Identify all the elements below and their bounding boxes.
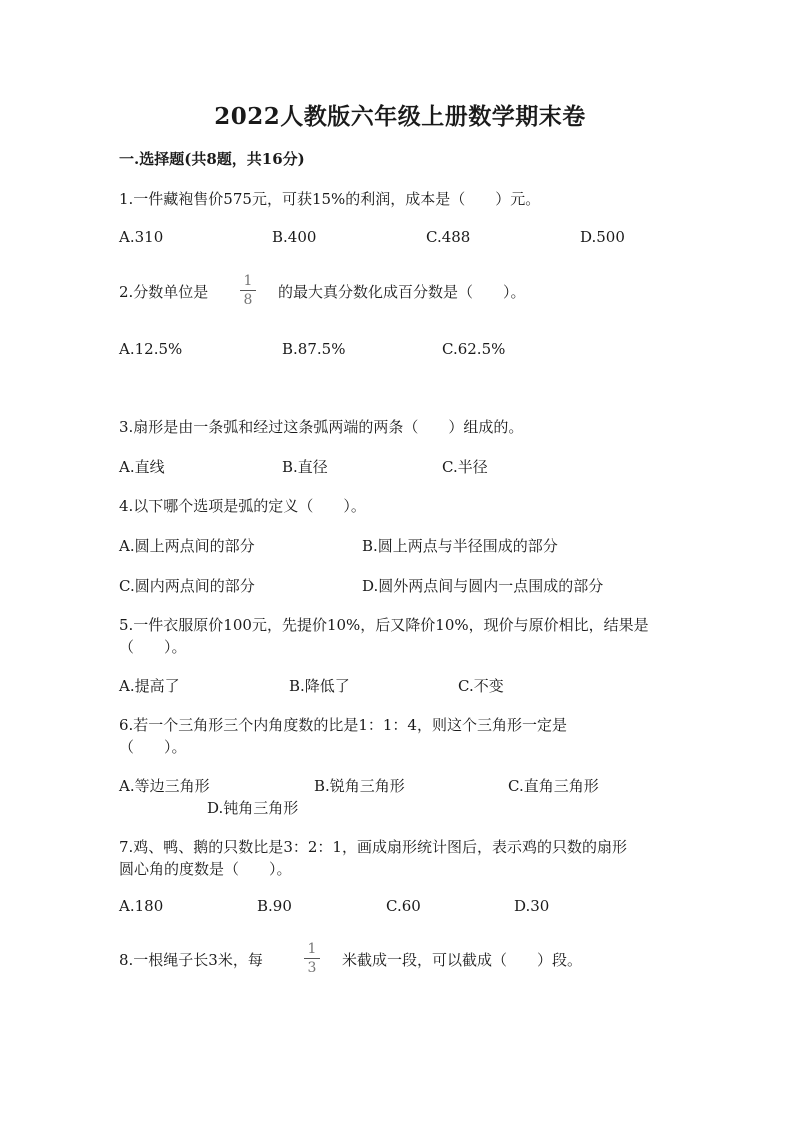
q5-option-a[interactable]: A.提高了 (119, 677, 180, 695)
question-8-prefix: 8.一根绳子长3米，每 (119, 951, 263, 969)
q7-option-d[interactable]: D.30 (514, 897, 550, 915)
question-4: 4.以下哪个选项是弧的定义（ ）。 (119, 497, 366, 515)
question-6-line-2: （ ）。 (119, 738, 187, 756)
fraction-bar (304, 958, 320, 959)
q2-option-b[interactable]: B.87.5% (282, 340, 346, 358)
q1-option-d[interactable]: D.500 (580, 228, 625, 246)
fraction-one-third (304, 941, 320, 976)
q1-option-b[interactable]: B.400 (272, 228, 317, 246)
fraction-denominator: 8 (243, 292, 253, 308)
q6-option-c[interactable]: C.直角三角形 (508, 777, 599, 795)
q2-option-c[interactable]: C.62.5% (442, 340, 506, 358)
q3-option-c[interactable]: C.半径 (442, 458, 488, 476)
fraction-numerator: 1 (243, 273, 253, 289)
q4-option-d[interactable]: D.圆外两点间与圆内一点围成的部分 (362, 577, 604, 595)
question-2-prefix: 2.分数单位是 (119, 283, 209, 301)
q7-option-a[interactable]: A.180 (119, 897, 164, 915)
q5-option-b[interactable]: B.降低了 (289, 677, 350, 695)
q4-option-a[interactable]: A.圆上两点间的部分 (119, 537, 255, 555)
question-7-line-1: 7.鸡、鸭、鹅的只数比是3：2：1，画成扇形统计图后，表示鸡的只数的扇形 (119, 838, 627, 856)
question-3: 3.扇形是由一条弧和经过这条弧两端的两条（ ）组成的。 (119, 418, 524, 436)
q6-option-b[interactable]: B.锐角三角形 (314, 777, 405, 795)
q7-option-c[interactable]: C.60 (386, 897, 421, 915)
q2-option-a[interactable]: A.12.5% (119, 340, 183, 358)
q4-option-b[interactable]: B.圆上两点与半径围成的部分 (362, 537, 558, 555)
q6-option-d[interactable]: D.钝角三角形 (207, 799, 299, 817)
q7-option-b[interactable]: B.90 (257, 897, 292, 915)
q5-option-c[interactable]: C.不变 (458, 677, 504, 695)
q6-option-a[interactable]: A.等边三角形 (119, 777, 210, 795)
question-6-line-1: 6.若一个三角形三个内角度数的比是1：1：4，则这个三角形一定是 (119, 716, 567, 734)
q3-option-a[interactable]: A.直线 (119, 458, 165, 476)
question-5-line-1: 5.一件衣服原价100元，先提价10%，后又降价10%，现价与原价相比，结果是 (119, 616, 649, 634)
section-heading: 一.选择题(共8题，共16分) (119, 150, 305, 168)
fraction-denominator: 3 (307, 960, 317, 976)
question-1: 1.一件藏袍售价575元，可获15%的利润，成本是（ ）元。 (119, 190, 541, 208)
q1-option-c[interactable]: C.488 (426, 228, 471, 246)
question-2-suffix: 的最大真分数化成百分数是（ ）。 (278, 283, 526, 301)
fraction-bar (240, 290, 256, 291)
q3-option-b[interactable]: B.直径 (282, 458, 328, 476)
question-7-line-2: 圆心角的度数是（ ）。 (119, 860, 292, 878)
question-5-line-2: （ ）。 (119, 638, 187, 656)
q4-option-c[interactable]: C.圆内两点间的部分 (119, 577, 255, 595)
q1-option-a[interactable]: A.310 (119, 228, 164, 246)
fraction-numerator: 1 (307, 941, 317, 957)
question-8-suffix: 米截成一段，可以截成（ ）段。 (342, 951, 583, 969)
fraction-one-eighth (240, 273, 256, 308)
page-title: 2022人教版六年级上册数学期末卷 (214, 103, 586, 130)
